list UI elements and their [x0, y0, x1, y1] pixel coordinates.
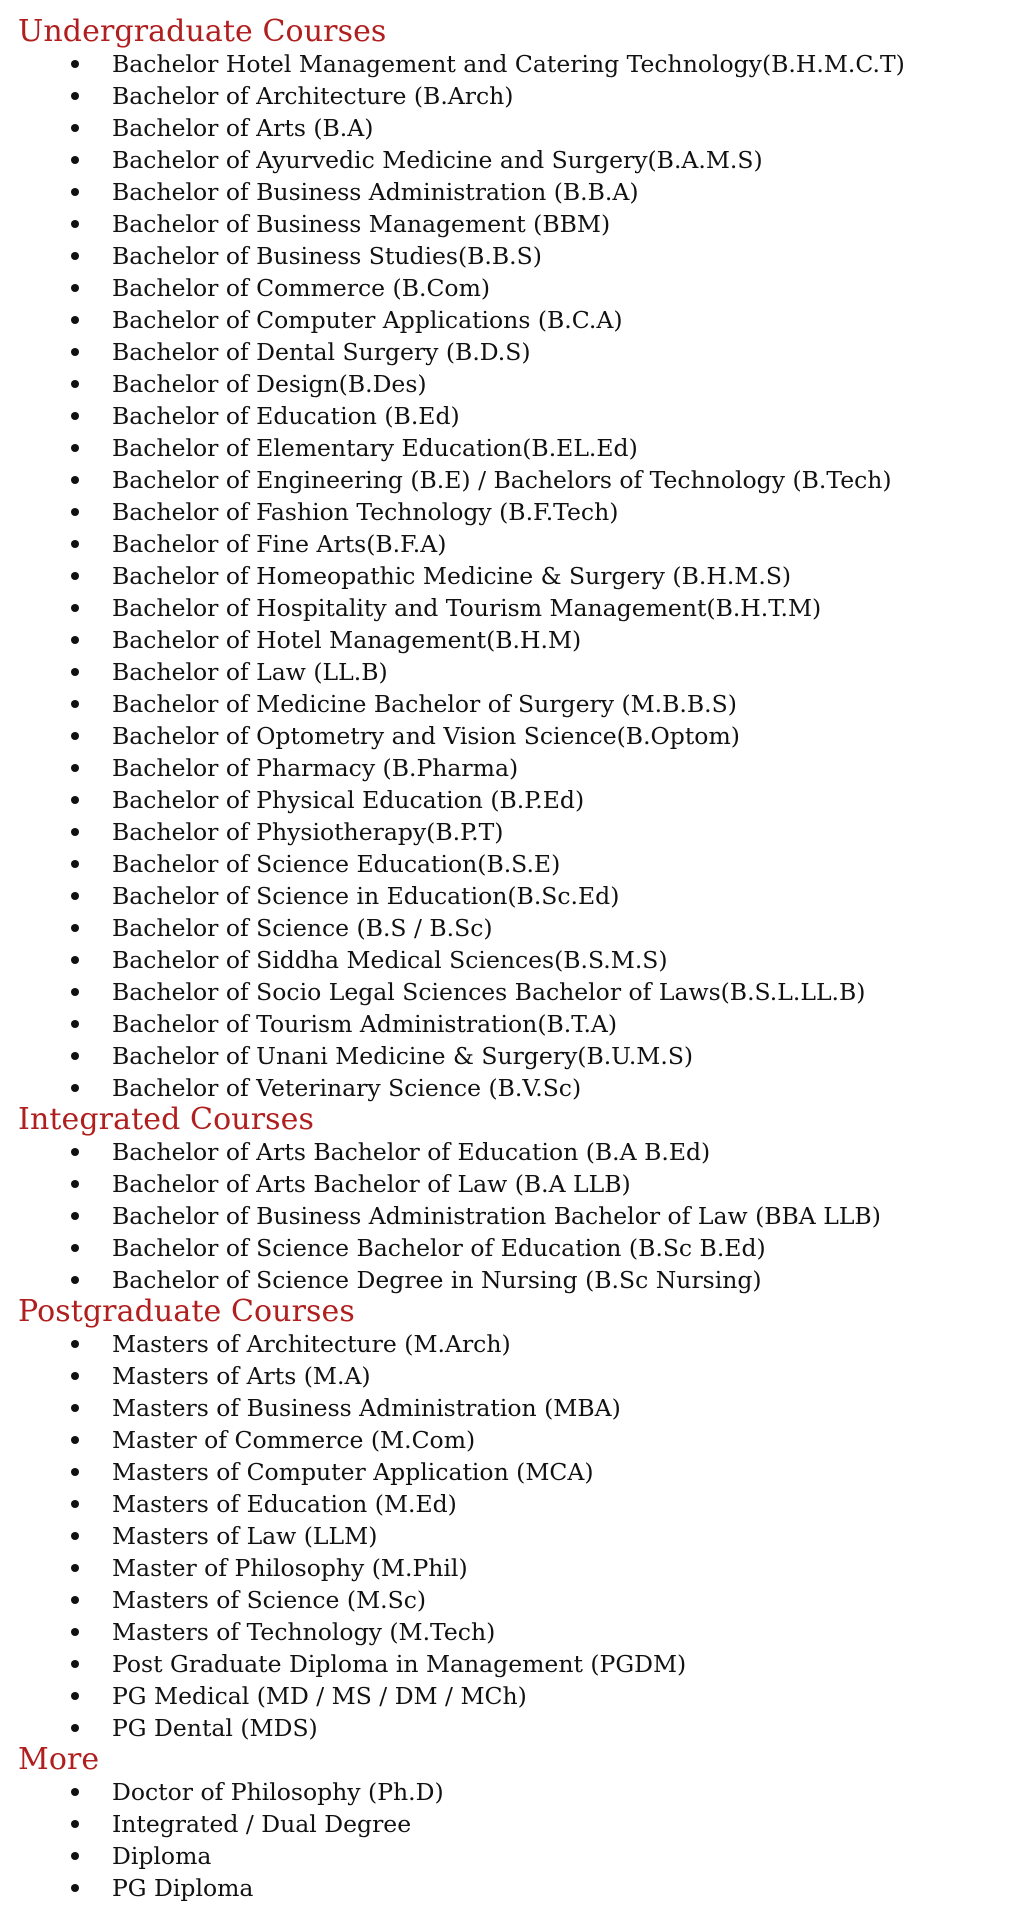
course-list-item[interactable]: [18, 240, 1036, 272]
course-list-item[interactable]: [18, 912, 1036, 944]
course-list-item[interactable]: [18, 1136, 1036, 1168]
course-name: Master of Commerce (M.Com): [112, 1426, 476, 1454]
bullet-icon: [71, 1372, 79, 1380]
course-list-item[interactable]: [18, 112, 1036, 144]
bullet-icon: [71, 1148, 79, 1156]
course-list-item[interactable]: [18, 688, 1036, 720]
course-list-item[interactable]: [18, 1680, 1036, 1712]
course-name: Bachelor of Fine Arts(B.F.A): [112, 530, 447, 558]
course-name: Bachelor of Siddha Medical Sciences(B.S.M.S): [112, 946, 668, 974]
course-list-item[interactable]: [18, 1872, 1036, 1904]
bullet-icon: [71, 700, 79, 708]
course-name: Bachelor Hotel Management and Catering Technology(B.H.M.C.T): [112, 50, 905, 78]
course-name: Bachelor of Science Education(B.S.E): [112, 850, 561, 878]
course-list-item[interactable]: [18, 400, 1036, 432]
course-list-item[interactable]: [18, 720, 1036, 752]
bullet-icon: [71, 476, 79, 484]
course-list-item[interactable]: [18, 1616, 1036, 1648]
course-name: Bachelor of Education (B.Ed): [112, 402, 460, 430]
course-list-item[interactable]: [18, 304, 1036, 336]
more-section: [18, 1744, 1036, 1904]
section-heading-more[interactable]: More: [18, 1742, 100, 1777]
bullet-icon: [71, 348, 79, 356]
course-list-item[interactable]: [18, 368, 1036, 400]
bullet-icon: [71, 1564, 79, 1572]
bullet-icon: [71, 1436, 79, 1444]
course-name: Bachelor of Physiotherapy(B.P.T): [112, 818, 504, 846]
bullet-icon: [71, 860, 79, 868]
bullet-icon: [71, 252, 79, 260]
bullet-icon: [71, 92, 79, 100]
bullet-icon: [71, 1052, 79, 1060]
course-list-item[interactable]: [18, 208, 1036, 240]
course-name: Masters of Computer Application (MCA): [112, 1458, 594, 1486]
undergraduate-section: [18, 16, 1036, 1104]
course-name: Bachelor of Business Administration (B.B.A): [112, 178, 639, 206]
course-list-item[interactable]: [18, 880, 1036, 912]
course-list-item[interactable]: [18, 1008, 1036, 1040]
course-name: PG Diploma: [112, 1874, 254, 1902]
integrated-section: [18, 1104, 1036, 1296]
course-list-item[interactable]: [18, 1424, 1036, 1456]
course-list-item[interactable]: [18, 1040, 1036, 1072]
course-list-item[interactable]: [18, 48, 1036, 80]
bullet-icon: [71, 636, 79, 644]
bullet-icon: [71, 1404, 79, 1412]
bullet-icon: [71, 444, 79, 452]
course-list-item[interactable]: [18, 976, 1036, 1008]
course-list-item[interactable]: [18, 144, 1036, 176]
course-name: Bachelor of Optometry and Vision Science(B.Optom): [112, 722, 740, 750]
bullet-icon: [71, 1884, 79, 1892]
bullet-icon: [71, 732, 79, 740]
course-list-item[interactable]: [18, 1456, 1036, 1488]
course-name: Bachelor of Business Management (BBM): [112, 210, 611, 238]
course-name: Masters of Arts (M.A): [112, 1362, 371, 1390]
course-list-item[interactable]: [18, 1360, 1036, 1392]
course-list-item[interactable]: [18, 464, 1036, 496]
course-name: Masters of Education (M.Ed): [112, 1490, 457, 1518]
postgraduate-section: [18, 1296, 1036, 1744]
course-list-item[interactable]: [18, 656, 1036, 688]
course-list-item[interactable]: [18, 432, 1036, 464]
bullet-icon: [71, 1628, 79, 1636]
course-name: Bachelor of Computer Applications (B.C.A): [112, 306, 623, 334]
course-name: Post Graduate Diploma in Management (PGDM): [112, 1650, 687, 1678]
bullet-icon: [71, 220, 79, 228]
course-list-item[interactable]: [18, 1072, 1036, 1104]
course-name: Bachelor of Law (LL.B): [112, 658, 388, 686]
course-list-item[interactable]: [18, 1200, 1036, 1232]
bullet-icon: [71, 316, 79, 324]
bullet-icon: [71, 156, 79, 164]
bullet-icon: [71, 572, 79, 580]
bullet-icon: [71, 1660, 79, 1668]
bullet-icon: [71, 1724, 79, 1732]
course-name: Bachelor of Physical Education (B.P.Ed): [112, 786, 585, 814]
course-list-item[interactable]: [18, 1776, 1036, 1808]
bullet-icon: [71, 1020, 79, 1028]
course-list-item[interactable]: [18, 1264, 1036, 1296]
course-list-item[interactable]: [18, 784, 1036, 816]
course-name: PG Medical (MD / MS / DM / MCh): [112, 1682, 527, 1710]
section-heading-undergraduate[interactable]: Undergraduate Courses: [18, 14, 387, 49]
bullet-icon: [71, 124, 79, 132]
course-list-item[interactable]: [18, 528, 1036, 560]
bullet-icon: [71, 1468, 79, 1476]
course-name: Bachelor of Hospitality and Tourism Management(B.H.T.M): [112, 594, 822, 622]
course-list-item[interactable]: [18, 1520, 1036, 1552]
bullet-icon: [71, 540, 79, 548]
course-list-item[interactable]: [18, 336, 1036, 368]
course-list-item[interactable]: [18, 592, 1036, 624]
course-name: Bachelor of Homeopathic Medicine & Surgery (B.H.M.S): [112, 562, 792, 590]
bullet-icon: [71, 60, 79, 68]
course-list-item[interactable]: [18, 1168, 1036, 1200]
bullet-icon: [71, 1276, 79, 1284]
course-list-item[interactable]: [18, 752, 1036, 784]
course-name: Bachelor of Arts Bachelor of Law (B.A LLB): [112, 1170, 631, 1198]
course-name: Bachelor of Science Bachelor of Education (B.Sc B.Ed): [112, 1234, 766, 1262]
course-name: Bachelor of Business Studies(B.B.S): [112, 242, 542, 270]
course-name: Bachelor of Arts (B.A): [112, 114, 374, 142]
course-list-item[interactable]: [18, 80, 1036, 112]
course-list-undergraduate: [18, 48, 1036, 1104]
course-name: Masters of Business Administration (MBA): [112, 1394, 621, 1422]
course-name: Bachelor of Veterinary Science (B.V.Sc): [112, 1074, 582, 1102]
course-name: Diploma: [112, 1842, 212, 1870]
course-name: Bachelor of Elementary Education(B.EL.Ed): [112, 434, 638, 462]
course-name: Bachelor of Dental Surgery (B.D.S): [112, 338, 531, 366]
bullet-icon: [71, 284, 79, 292]
bullet-icon: [71, 1212, 79, 1220]
course-list-item[interactable]: [18, 496, 1036, 528]
course-list-item[interactable]: [18, 1392, 1036, 1424]
bullet-icon: [71, 1340, 79, 1348]
course-name: Bachelor of Business Administration Bachelor of Law (BBA LLB): [112, 1202, 881, 1230]
course-list-item[interactable]: [18, 1648, 1036, 1680]
bullet-icon: [71, 956, 79, 964]
bullet-icon: [71, 1532, 79, 1540]
course-list-item[interactable]: [18, 1232, 1036, 1264]
course-name: Bachelor of Pharmacy (B.Pharma): [112, 754, 519, 782]
course-name: Bachelor of Fashion Technology (B.F.Tech): [112, 498, 619, 526]
course-list-item[interactable]: [18, 1488, 1036, 1520]
bullet-icon: [71, 1692, 79, 1700]
course-name: Bachelor of Arts Bachelor of Education (B.A B.Ed): [112, 1138, 711, 1166]
course-name: Bachelor of Medicine Bachelor of Surgery (M.B.B.S): [112, 690, 737, 718]
bullet-icon: [71, 1596, 79, 1604]
bullet-icon: [71, 604, 79, 612]
course-name: Bachelor of Architecture (B.Arch): [112, 82, 514, 110]
course-name: Bachelor of Tourism Administration(B.T.A): [112, 1010, 618, 1038]
course-name: Integrated / Dual Degree: [112, 1810, 412, 1838]
bullet-icon: [71, 508, 79, 516]
bullet-icon: [71, 764, 79, 772]
course-name: Bachelor of Unani Medicine & Surgery(B.U.M.S): [112, 1042, 694, 1070]
bullet-icon: [71, 892, 79, 900]
course-name: Bachelor of Commerce (B.Com): [112, 274, 491, 302]
bullet-icon: [71, 924, 79, 932]
course-name: PG Dental (MDS): [112, 1714, 318, 1742]
course-name: Bachelor of Science in Education(B.Sc.Ed): [112, 882, 620, 910]
course-list-more: [18, 1776, 1036, 1904]
course-list-item[interactable]: [18, 1808, 1036, 1840]
course-name: Bachelor of Design(B.Des): [112, 370, 427, 398]
bullet-icon: [71, 668, 79, 676]
course-list-integrated: [18, 1136, 1036, 1296]
bullet-icon: [71, 1244, 79, 1252]
course-name: Masters of Architecture (M.Arch): [112, 1330, 511, 1358]
section-heading-postgraduate[interactable]: Postgraduate Courses: [18, 1294, 355, 1329]
course-name: Bachelor of Engineering (B.E) / Bachelors of Technology (B.Tech): [112, 466, 892, 494]
course-list-item[interactable]: [18, 624, 1036, 656]
bullet-icon: [71, 988, 79, 996]
course-list-item[interactable]: [18, 1712, 1036, 1744]
course-name: Bachelor of Ayurvedic Medicine and Surgery(B.A.M.S): [112, 146, 763, 174]
course-list-item[interactable]: [18, 560, 1036, 592]
course-list-item[interactable]: [18, 816, 1036, 848]
course-list-item[interactable]: [18, 272, 1036, 304]
course-name: Bachelor of Hotel Management(B.H.M): [112, 626, 582, 654]
bullet-icon: [71, 380, 79, 388]
course-name: Masters of Technology (M.Tech): [112, 1618, 496, 1646]
course-list-item[interactable]: [18, 1328, 1036, 1360]
bullet-icon: [71, 188, 79, 196]
bullet-icon: [71, 412, 79, 420]
course-name: Doctor of Philosophy (Ph.D): [112, 1778, 444, 1806]
bullet-icon: [71, 828, 79, 836]
bullet-icon: [71, 1852, 79, 1860]
bullet-icon: [71, 1788, 79, 1796]
bullet-icon: [71, 796, 79, 804]
course-list-item[interactable]: [18, 176, 1036, 208]
course-list-postgraduate: [18, 1328, 1036, 1744]
course-name: Masters of Law (LLM): [112, 1522, 378, 1550]
section-heading-integrated[interactable]: Integrated Courses: [18, 1102, 314, 1137]
bullet-icon: [71, 1084, 79, 1092]
course-list-item[interactable]: [18, 944, 1036, 976]
course-name: Bachelor of Socio Legal Sciences Bachelor of Laws(B.S.L.LL.B): [112, 978, 866, 1006]
course-name: Master of Philosophy (M.Phil): [112, 1554, 468, 1582]
bullet-icon: [71, 1180, 79, 1188]
course-name: Bachelor of Science Degree in Nursing (B.Sc Nursing): [112, 1266, 762, 1294]
bullet-icon: [71, 1500, 79, 1508]
course-list-item[interactable]: [18, 1840, 1036, 1872]
bullet-icon: [71, 1820, 79, 1828]
course-list-item[interactable]: [18, 1552, 1036, 1584]
course-list-item[interactable]: [18, 1584, 1036, 1616]
course-name: Bachelor of Science (B.S / B.Sc): [112, 914, 493, 942]
course-name: Masters of Science (M.Sc): [112, 1586, 427, 1614]
course-list-item[interactable]: [18, 848, 1036, 880]
